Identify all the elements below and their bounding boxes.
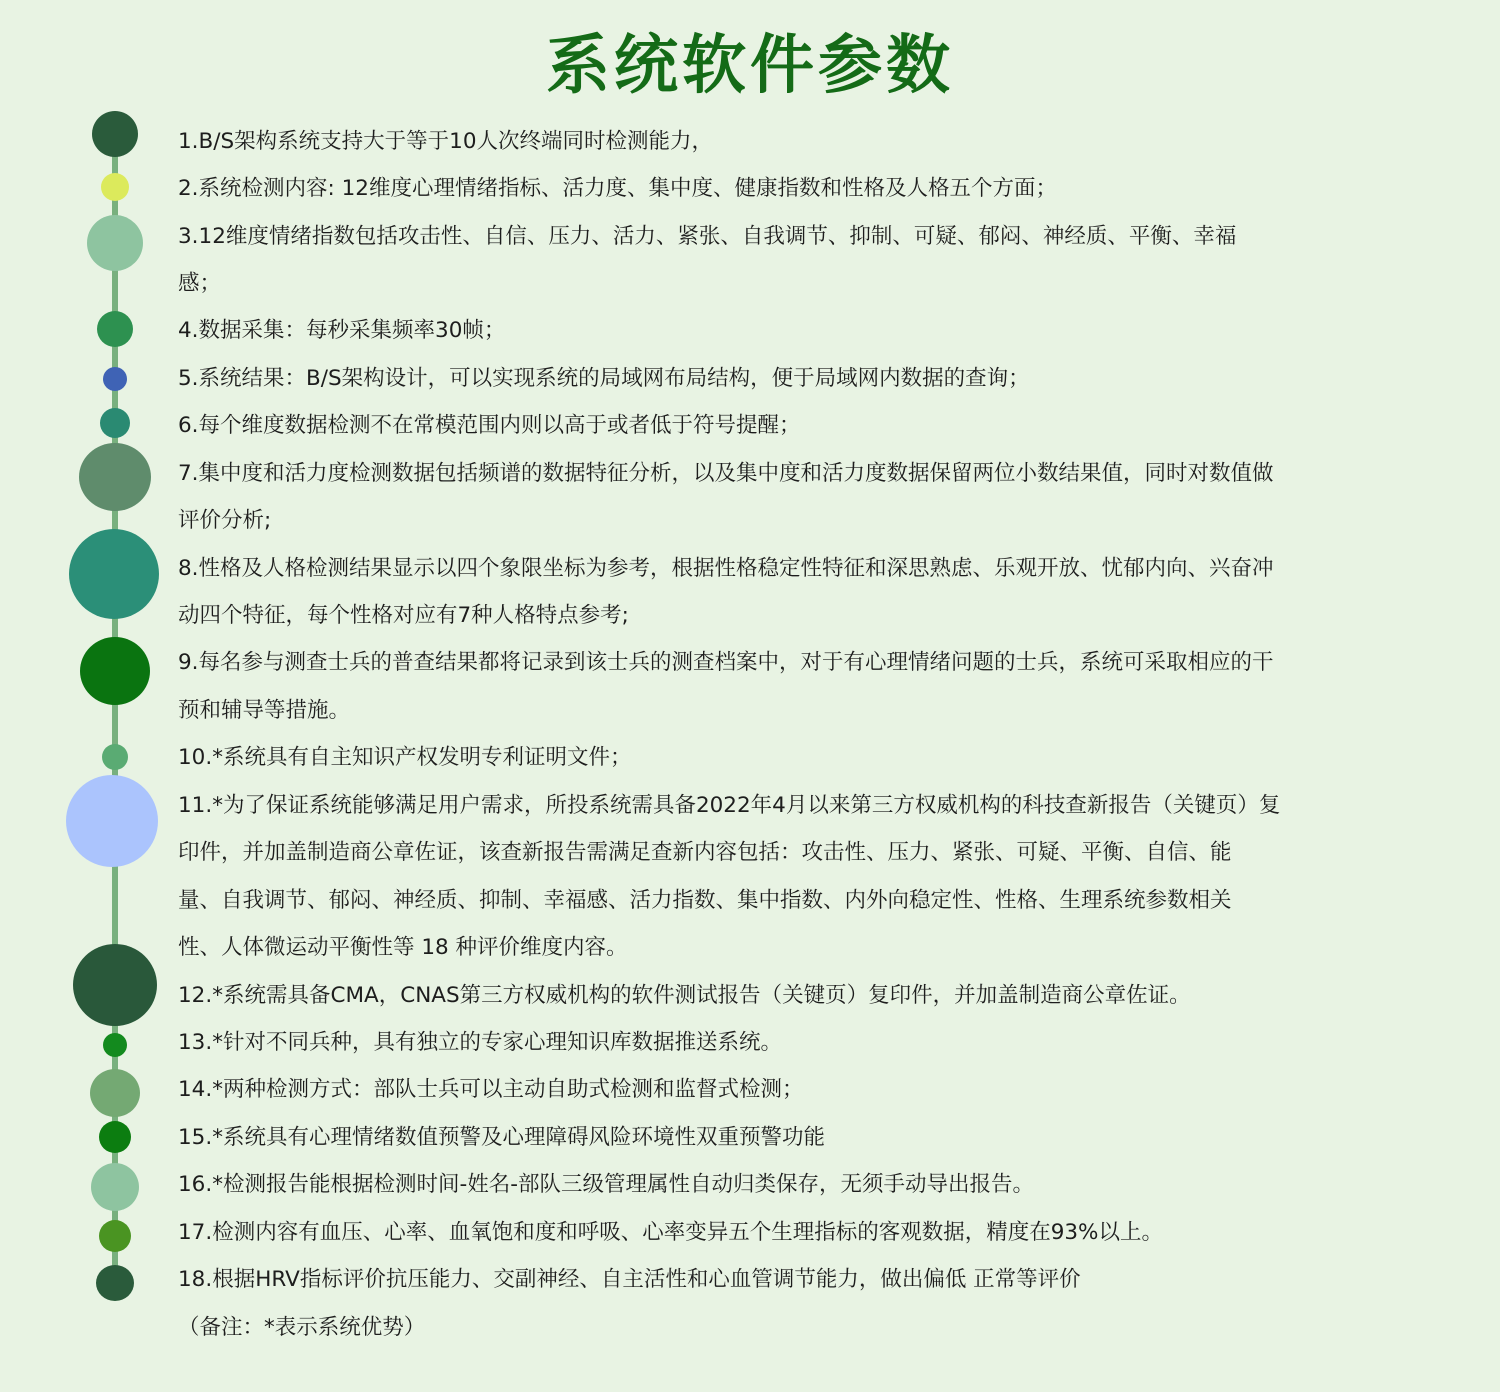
timeline-dot (91, 1163, 139, 1211)
timeline-dot (100, 408, 130, 438)
spec-item: 14.*两种检测方式：部队士兵可以主动自助式检测和监督式检测； (178, 1077, 804, 1102)
timeline-dot (103, 367, 127, 391)
spec-item: 评价分析; (178, 508, 272, 533)
spec-item: 5.系统结果：B/S架构设计，可以实现系统的局域网布局结构，便于局域网内数据的查询； (178, 366, 1030, 391)
page-title: 系统软件参数 (546, 29, 954, 103)
spec-item: 2.系统检测内容: 12维度心理情绪指标、活力度、集中度、健康指数和性格及人格五个方面； (178, 176, 1057, 201)
spec-item: 9.每名参与测查士兵的普查结果都将记录到该士兵的测查档案中，对于有心理情绪问题的士兵，系统可采取相应的干 (178, 650, 1274, 675)
spec-item: 11.*为了保证系统能够满足用户需求，所投系统需具备2022年4月以来第三方权威机构的科技查新报告（关键页）复 (178, 793, 1281, 818)
spec-item: 18.根据HRV指标评价抗压能力、交副神经、自主活性和心血管调节能力，做出偏低 正常等评价 (178, 1267, 1081, 1292)
timeline-dot (99, 1220, 131, 1252)
timeline-dot (69, 529, 159, 619)
spec-item: 16.*检测报告能根据检测时间-姓名-部队三级管理属性自动归类保存，无须手动导出报告。 (178, 1172, 1034, 1197)
spec-item: 3.12维度情绪指数包括攻击性、自信、压力、活力、紧张、自我调节、抑制、可疑、郁闷、神经质、平衡、幸福 (178, 224, 1237, 249)
spec-item: 性、人体微运动平衡性等 18 种评价维度内容。 (178, 935, 628, 960)
spec-item: 7.集中度和活力度检测数据包括频谱的数据特征分析，以及集中度和活力度数据保留两位小数结果值，同时对数值做 (178, 461, 1274, 486)
spec-item: 4.数据采集：每秒采集频率30帧； (178, 318, 506, 343)
timeline-dot (79, 443, 151, 511)
timeline-dot (92, 111, 138, 157)
footnote: （备注：*表示系统优势） (178, 1315, 426, 1340)
spec-item: 预和辅导等措施。 (178, 698, 351, 723)
spec-item: 12.*系统需具备CMA，CNAS第三方权威机构的软件测试报告（关键页）复印件，并加盖制造商公章佐证。 (178, 983, 1191, 1008)
spec-item: 印件，并加盖制造商公章佐证，该查新报告需满足查新内容包括：攻击性、压力、紧张、可疑、平衡、自信、能 (178, 840, 1232, 865)
spec-item: 1.B/S架构系统支持大于等于10人次终端同时检测能力， (178, 129, 714, 154)
timeline-dot (73, 944, 157, 1026)
spec-item: 8.性格及人格检测结果显示以四个象限坐标为参考，根据性格稳定性特征和深思熟虑、乐观开放、忧郁内向、兴奋冲 (178, 556, 1274, 581)
timeline-dot (87, 215, 143, 271)
timeline-dot (96, 1265, 134, 1301)
timeline-dot (103, 1033, 127, 1057)
timeline-dot (66, 775, 158, 867)
spec-item: 6.每个维度数据检测不在常模范围内则以高于或者低于符号提醒； (178, 413, 801, 438)
spec-item: 13.*针对不同兵种，具有独立的专家心理知识库数据推送系统。 (178, 1030, 782, 1055)
timeline-dot (102, 744, 128, 770)
timeline-dot (80, 637, 150, 705)
timeline-dot (101, 173, 129, 201)
timeline-dot (99, 1121, 131, 1153)
spec-item: 感； (178, 271, 222, 296)
spec-item: 10.*系统具有自主知识产权发明专利证明文件； (178, 745, 632, 770)
timeline-dot (90, 1069, 140, 1117)
spec-item: 15.*系统具有心理情绪数值预警及心理障碍风险环境性双重预警功能 (178, 1125, 825, 1150)
spec-item: 动四个特征，每个性格对应有7种人格特点参考; (178, 603, 629, 628)
spec-item: 量、自我调节、郁闷、神经质、抑制、幸福感、活力指数、集中指数、内外向稳定性、性格、生理系统参数相关 (178, 888, 1232, 913)
timeline-dot (97, 311, 133, 347)
spec-item: 17.检测内容有血压、心率、血氧饱和度和呼吸、心率变异五个生理指标的客观数据，精度在93%以上。 (178, 1220, 1163, 1245)
